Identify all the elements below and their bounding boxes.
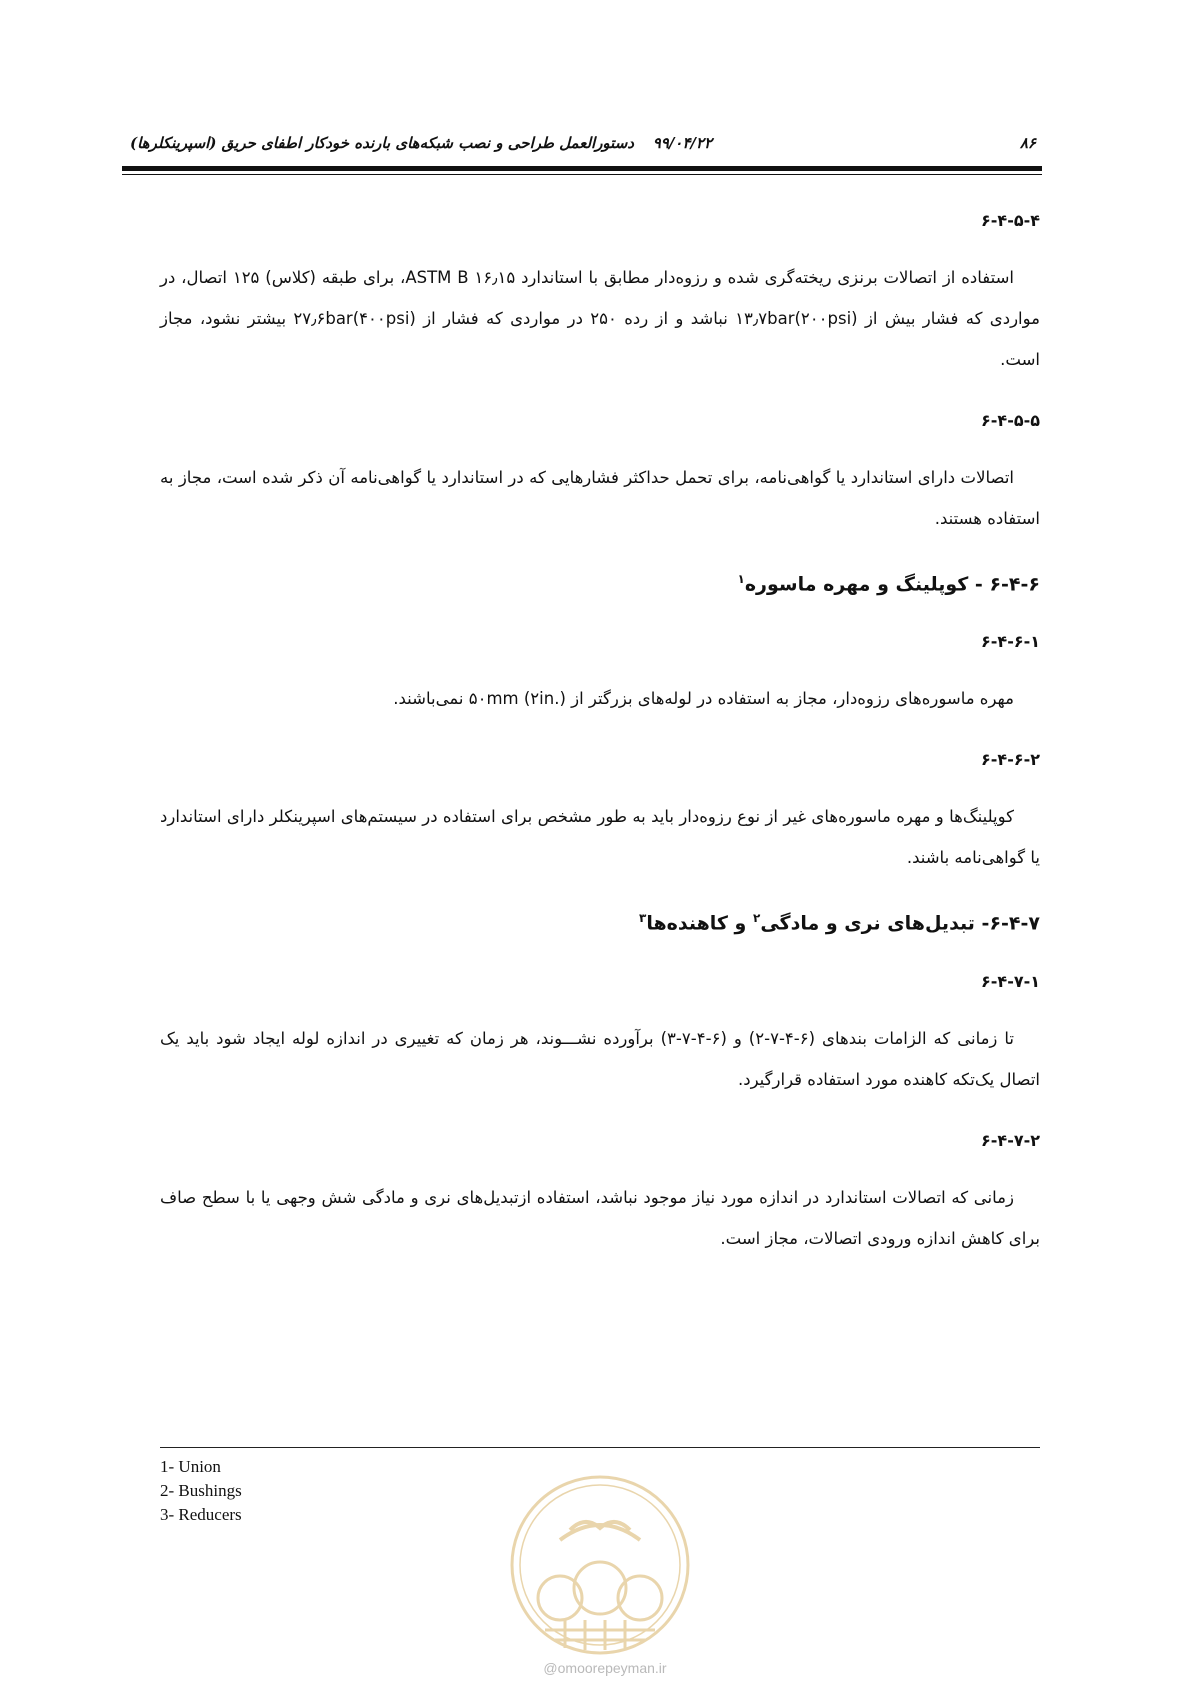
running-header bbox=[122, 124, 1042, 164]
section-number: ۶-۴-۷-۲ bbox=[981, 1130, 1040, 1150]
heading-text: ۶-۴-۷- تبدیل‌های نری و مادگی bbox=[760, 912, 1040, 935]
section-paragraph: اتصالات دارای استاندارد یا گواهی‌نامه، برای تحمل حداکثر فشارهایی که در استاندارد یا گواهی‌نامه آن ذکر شده است، مجاز به استفاده هستند. bbox=[160, 468, 1040, 528]
section-paragraph: استفاده از اتصالات برنزی ریخته‌گری شده و رزوه‌دار مطابق با استاندارد ASTM B ۱۶٫۱۵، برای طبقه (کلاس) ۱۲۵ اتصال، در مواردی که فشار بیش از ۱۳٫۷bar(۲۰۰psi) نباشد و از رده ۲۵۰ در مواردی که فشار از ۲۷٫۶bar(۴۰۰psi) بیشتر نشود، مجاز است. bbox=[160, 268, 1040, 369]
subsection-heading bbox=[160, 559, 1040, 605]
section-number: ۶-۴-۵-۴ bbox=[981, 211, 1040, 230]
section-number: ۶-۴-۵-۵ bbox=[981, 411, 1040, 430]
footnote-item: 2- Bushings bbox=[160, 1481, 242, 1500]
watermark-text: @omoorepeyman.ir bbox=[543, 1660, 667, 1676]
section-number: ۶-۴-۶-۲ bbox=[981, 750, 1040, 770]
section-paragraph: کوپلینگ‌ها و مهره ماسوره‌های غیر از نوع رزوه‌دار باید به طور مشخص برای استفاده در سیستم‌های اسپرینکلر دارای استاندارد یا گواهی‌نامه باشند. bbox=[160, 807, 1040, 868]
footnote-item: 1- Union bbox=[160, 1457, 221, 1476]
header-title: دستورالعمل طراحی و نصب شبکه‌های بارنده خودکار اطفای حریق (اسپرینکلرها) bbox=[130, 134, 634, 152]
footnote-ref: ۲ bbox=[752, 911, 761, 926]
footnote-rule bbox=[160, 1447, 1040, 1448]
header-rule-thick bbox=[122, 166, 1042, 171]
header-rule-thin bbox=[122, 174, 1042, 175]
subsection-heading bbox=[160, 898, 1040, 944]
footnote-ref: ۳ bbox=[639, 911, 647, 926]
section-paragraph: مهره ماسوره‌های رزوه‌دار، مجاز به استفاده در لوله‌های بزرگتر از ۵۰mm (۲in.) نمی‌باشند. bbox=[393, 689, 1014, 709]
body-content bbox=[160, 190, 1040, 1279]
heading-text: ۶-۴-۶ - کوپلینگ و مهره ماسوره bbox=[744, 573, 1040, 596]
company-seal-icon bbox=[505, 1470, 695, 1660]
footnote-item: 3- Reducers bbox=[160, 1505, 242, 1524]
footnote-ref: ۱ bbox=[737, 572, 745, 586]
header-date: ۹۹/۰۴/۲۲ bbox=[652, 134, 712, 152]
section-number: ۶-۴-۶-۱ bbox=[981, 632, 1040, 652]
heading-text: و کاهنده‌ها bbox=[646, 912, 753, 935]
footnotes bbox=[160, 1455, 242, 1527]
page-number: ۸۶ bbox=[1019, 134, 1036, 152]
section-paragraph: تا زمانی که الزامات بندهای (۶-۴-۷-۲) و (۶-۴-۷-۳) برآورده نشـــوند، هر زمان که تغییری در اندازه لوله ایجاد شود باید یک اتصال یک‌تکه کاهنده مورد استفاده قرارگیرد. bbox=[160, 1028, 1040, 1089]
section-paragraph: زمانی که اتصالات استاندارد در اندازه مورد نیاز موجود نباشد، استفاده ازتبدیل‌های نری و مادگی شش وجهی یا با سطح صاف برای کاهش اندازه ورودی اتصالات، مجاز است. bbox=[160, 1187, 1040, 1248]
section-number: ۶-۴-۷-۱ bbox=[981, 971, 1040, 991]
